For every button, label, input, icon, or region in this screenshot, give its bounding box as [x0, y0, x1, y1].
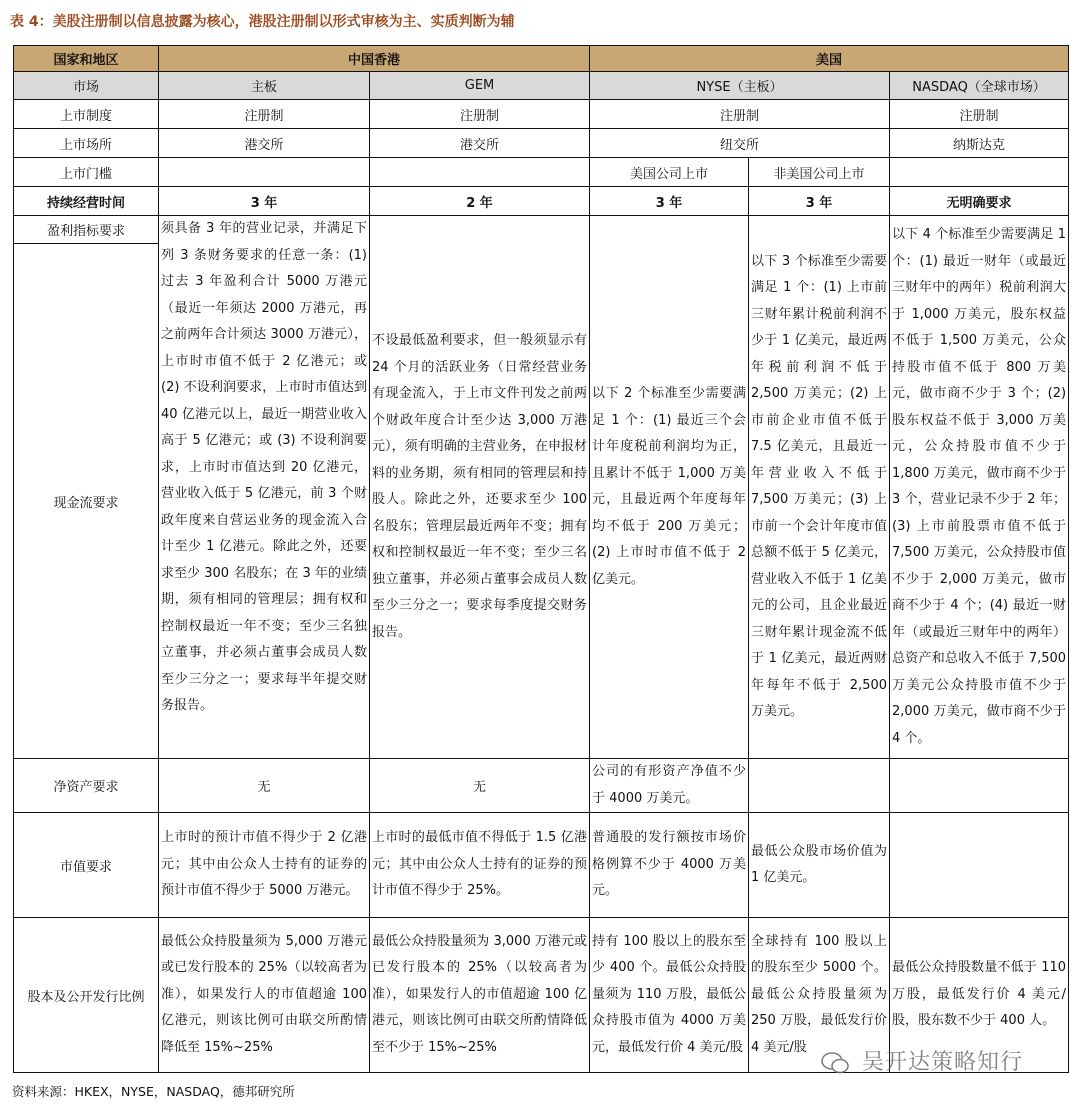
row-label-share-capital: 股本及公开发行比例 — [14, 918, 159, 1073]
header-usa: 美国 — [590, 46, 1069, 72]
cell: 普通股的发行额按市场价格例算不少于 4000 万美元。 — [590, 813, 749, 918]
cell: 公司的有形资产净值不少于 4000 万美元。 — [590, 759, 749, 813]
cell: 注册制 — [370, 100, 590, 129]
table-row-market — [14, 72, 1069, 100]
cell: 无 — [370, 759, 590, 813]
table-row-net-assets — [14, 759, 1069, 813]
table-row-system — [14, 100, 1069, 129]
table-row-venue — [14, 129, 1069, 158]
table-header-row — [14, 46, 1069, 72]
cell: 以下 4 个标准至少需要满足 1 个：(1) 最近一财年（或最近三财年中的两年）税前利润大于 1,000 万美元，股东权益不低于 1,500 万美元，公众持股市值不低于 800 万美元，做市商不少于 3 个；(2) 股东权益不低于 3,000 万美元，公众持股市值不少于 1,800 万美元，做市商不少于 3 个，营业记录不少于 2 年；(3) 上市前股票市值不低于 7,500 万美元，公众持股市值不少于 2,000 万美元，做市商不少于 4 个；(4) 最近一财年（或最近三财年中的两年）总资产和总收入不低于 7,500 万美元公众持股市值不少于 2,000 万美元，做市商不少于 4 个。 — [890, 216, 1069, 759]
cell: 全球持有 100 股以上的股东至少 5000 个。最低公众持股量须为 250 万股，最低发行价 4 美元/股 — [749, 918, 890, 1073]
row-label-market-cap: 市值要求 — [14, 813, 159, 918]
cell: 持有 100 股以上的股东至少 400 个。最低公众持股量须为 110 万股，最低公众持股市值为 4000 万美元，最低发行价 4 美元/股 — [590, 918, 749, 1073]
market-main-board: 主板 — [159, 72, 370, 100]
cell — [749, 759, 890, 813]
wechat-icon — [820, 1051, 850, 1075]
cell: 不设最低盈利要求，但一般须显示有 24 个月的活跃业务（日常经营业务有现金流入，于上市文件刊发之前两个财政年度合计至少达 3,000 万港元），须有明确的主营业务，在申报材料的业务期，须有相同的管理层和持股人。除此之外，还要求至少 100 名股东；管理层最近两年不变；拥有权和控制权最近一年不变；至少三名独立董事，并必须占董事会成员人数至少三分之一；要求每季度提交财务报告。 — [370, 216, 590, 759]
market-nasdaq: NASDAQ（全球市场） — [890, 72, 1069, 100]
row-label-profit: 盈利指标要求 — [14, 216, 159, 244]
cell: 上市时的预计市值不得少于 2 亿港元；其中由公众人士持有的证券的预计市值不得少于 5000 万港元。 — [159, 813, 370, 918]
market-nyse: NYSE（主板） — [590, 72, 890, 100]
row-label-market: 市场 — [14, 72, 159, 100]
table-row-profit — [14, 216, 1069, 244]
table-row-market-cap — [14, 813, 1069, 918]
cell: 纽交所 — [590, 129, 890, 158]
watermark-text: 吴开达策略知行 — [862, 1050, 1024, 1075]
cell: 纳斯达克 — [890, 129, 1069, 158]
header-hongkong: 中国香港 — [159, 46, 590, 72]
cell — [890, 158, 1069, 187]
cell: 最低公众股市场价值为 1 亿美元。 — [749, 813, 890, 918]
row-label-cashflow: 现金流要求 — [14, 244, 159, 759]
cell: 2 年 — [370, 187, 590, 216]
source-note: 资料来源：HKEX，NYSE，NASDAQ，德邦研究所 — [12, 1084, 295, 1099]
cell — [159, 158, 370, 187]
row-label-system: 上市制度 — [14, 100, 159, 129]
cell: 最低公众持股量须为 3,000 万港元或已发行股本的 25%（以较高者为准），如果发行人的市值超逾 100 亿港元，则该比例可由联交所酌情降低至不少于 15%~25% — [370, 918, 590, 1073]
cell: 注册制 — [159, 100, 370, 129]
cell: 3 年 — [590, 187, 749, 216]
cell: 美国公司上市 — [590, 158, 749, 187]
row-label-threshold: 上市门槛 — [14, 158, 159, 187]
cell: 须具备 3 年的营业记录，并满足下列 3 条财务要求的任意一条：(1) 过去 3 年盈利合计 5000 万港元（最近一年须达 2000 万港元，再之前两年合计须达 3000 万港元），上市时市值不低于 2 亿港元；或 (2) 不设利润要求，上市时市值达到 40 亿港元以上，最近一期营业收入高于 5 亿港元；或 (3) 不设利润要求，上市时市值达到 20 亿港元，营业收入低于 5 亿港元，前 3 个财政年度来自营运业务的现金流入合计至少 1 亿港元。除此之外，还要求至少 300 名股东；在 3 年的业绩期，须有相同的管理层；拥有权和控制权最近一年不变；至少三名独立董事，并必须占董事会成员人数至少三分之一；要求每半年提交财务报告。 — [159, 216, 370, 759]
cell: 3 年 — [159, 187, 370, 216]
cell: 最低公众持股量须为 5,000 万港元或已发行股本的 25%（以较高者为准），如果发行人的市值超逾 100 亿港元，则该比例可由联交所酌情降低至 15%~25% — [159, 918, 370, 1073]
header-region: 国家和地区 — [14, 46, 159, 72]
row-label-venue: 上市场所 — [14, 129, 159, 158]
cell: 注册制 — [890, 100, 1069, 129]
cell: 港交所 — [370, 129, 590, 158]
cell: 最低公众持股数量不低于 110 万股，最低发行价 4 美元/股，股东数不少于 400 人。 — [890, 918, 1069, 1073]
comparison-table — [13, 45, 1069, 1073]
watermark — [820, 1045, 1023, 1076]
cell: 港交所 — [159, 129, 370, 158]
cell: 注册制 — [590, 100, 890, 129]
cell: 上市时的最低市值不得低于 1.5 亿港元；其中由公众人士持有的证券的预计市值不得少于 25%。 — [370, 813, 590, 918]
cell: 无明确要求 — [890, 187, 1069, 216]
cell — [890, 813, 1069, 918]
table-row-threshold — [14, 158, 1069, 187]
cell — [890, 759, 1069, 813]
table-title: 表 4：美股注册制以信息披露为核心，港股注册制以形式审核为主、实质判断为辅 — [10, 14, 515, 30]
cell: 以下 3 个标准至少需要满足 1 个：(1) 上市前三财年累计税前利润不少于 1 亿美元，最近两年税前利润不低于 2,500 万美元；(2) 上市前企业市值不低于 7.5 亿美元，且最近一年营业收入不低于 7,500 万美元；(3) 上市前一个会计年度市值总额不低于 5 亿美元，营业收入不低于 1 亿美元的公司，且企业最近三财年累计现金流不低于 1 亿美元，最近两财年每年不低于 2,500 万美元。 — [749, 216, 890, 759]
cell: 以下 2 个标准至少需要满足 1 个：(1) 最近三个会计年度税前利润均为正，且累计不低于 1,000 万美元，且最近两个年度每年均不低于 200 万美元；(2) 上市时市值不低于 2 亿美元。 — [590, 216, 749, 759]
row-label-net-assets: 净资产要求 — [14, 759, 159, 813]
cell: 3 年 — [749, 187, 890, 216]
cell — [370, 158, 590, 187]
row-label-years: 持续经营时间 — [14, 187, 159, 216]
cell: 无 — [159, 759, 370, 813]
cell: 非美国公司上市 — [749, 158, 890, 187]
table-row-years — [14, 187, 1069, 216]
market-gem: GEM — [370, 72, 590, 100]
